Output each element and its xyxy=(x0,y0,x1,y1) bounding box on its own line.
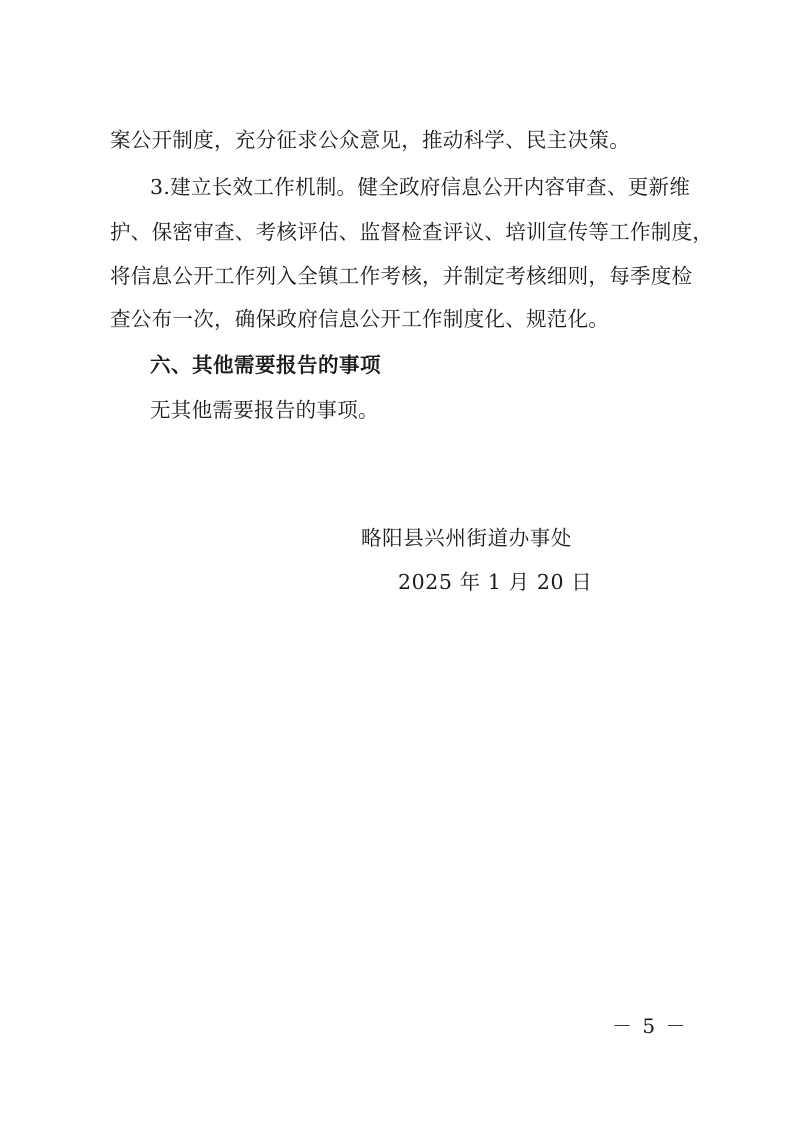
paragraph-line-5: 查公布一次，确保政府信息公开工作制度化、规范化。 xyxy=(110,307,610,331)
section-text: 无其他需要报告的事项。 xyxy=(150,398,379,422)
paragraph-line-4: 将信息公开工作列入全镇工作考核，并制定考核细则，每季度检 xyxy=(110,264,693,288)
paragraph-line-3: 护、保密审查、考核评估、监督检查评议、培训宣传等工作制度， xyxy=(110,220,714,244)
paragraph-line-1: 案公开制度，充分征求公众意见，推动科学、民主决策。 xyxy=(110,128,630,152)
signature-date: 2025 年 1 月 20 日 xyxy=(398,570,593,594)
paragraph-line-2: 3.建立长效工作机制。健全政府信息公开内容审查、更新维 xyxy=(150,175,691,199)
signature-organization: 略阳县兴州街道办事处 xyxy=(361,526,572,550)
page-number: － 5 － xyxy=(612,1014,688,1038)
section-heading: 六、其他需要报告的事项 xyxy=(150,353,381,377)
